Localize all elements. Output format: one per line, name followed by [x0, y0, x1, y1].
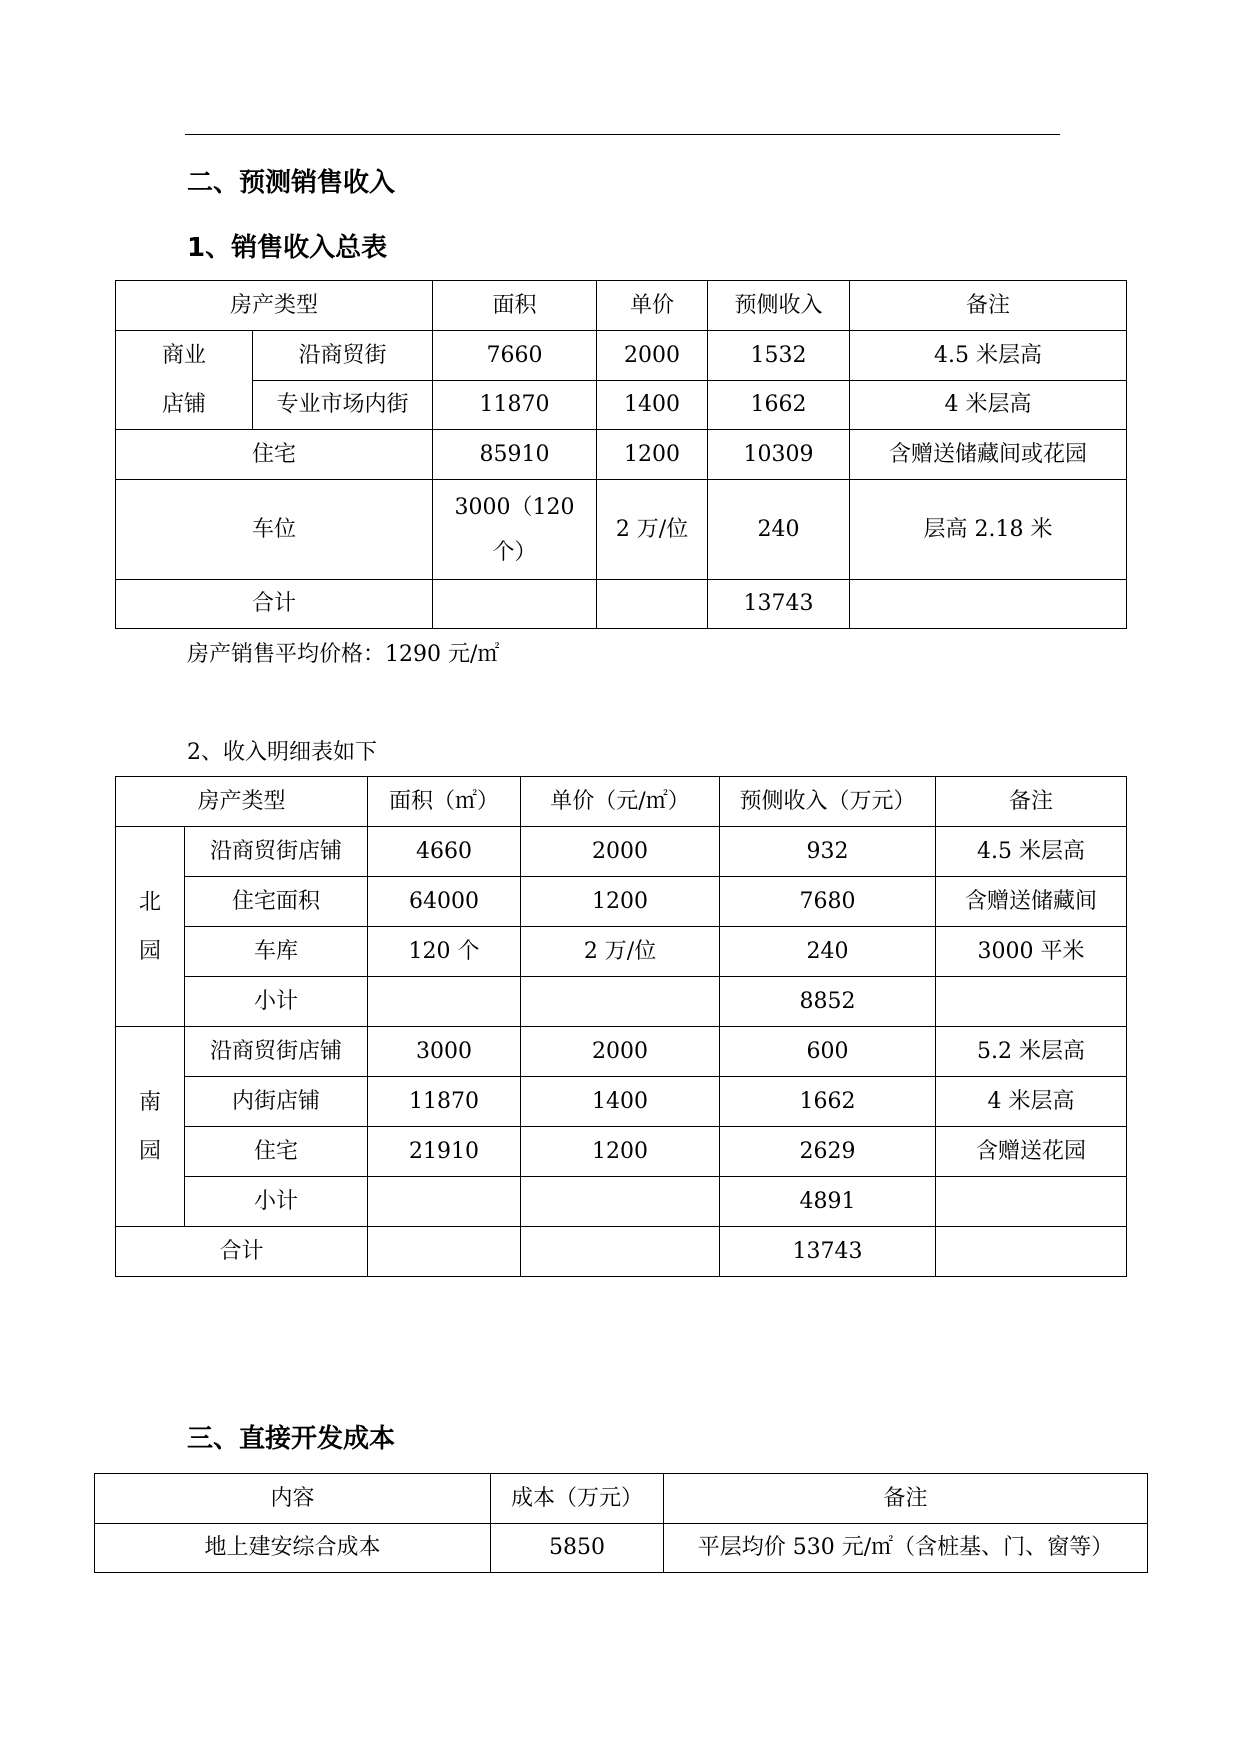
cell-income: 932	[720, 827, 936, 877]
cell-income: 13743	[708, 580, 850, 629]
cell-area: 85910	[433, 430, 597, 480]
cell-price: 1400	[521, 1077, 720, 1127]
cell-note	[850, 580, 1127, 629]
group-label-north: 北 园	[116, 827, 185, 1027]
header-cell: 面积	[433, 281, 597, 331]
table-row	[116, 480, 1127, 580]
group-label-commercial: 商业 店铺	[116, 331, 253, 430]
cell-cost: 5850	[491, 1524, 664, 1573]
table-row-total	[116, 1227, 1127, 1277]
cell-area: 11870	[368, 1077, 521, 1127]
table-row	[116, 827, 1127, 877]
cell-price	[521, 977, 720, 1027]
header-cell: 房产类型	[116, 281, 433, 331]
cost-table	[94, 1473, 1148, 1573]
cell-income: 2629	[720, 1127, 936, 1177]
row-name: 合计	[116, 1227, 368, 1277]
cell-income: 1662	[708, 381, 850, 430]
cell-area	[433, 580, 597, 629]
table-header-row	[116, 281, 1127, 331]
table-row-total	[116, 580, 1127, 629]
cell-price	[597, 580, 708, 629]
cell-price	[521, 1177, 720, 1227]
header-cell: 面积（㎡）	[368, 777, 521, 827]
table-header-row	[95, 1474, 1148, 1524]
header-cell: 内容	[95, 1474, 491, 1524]
cell-area	[368, 1177, 521, 1227]
table-row	[116, 1027, 1127, 1077]
row-name: 专业市场内街	[253, 381, 433, 430]
cell-area: 3000	[368, 1027, 521, 1077]
cell-note	[936, 1227, 1127, 1277]
table-row	[116, 877, 1127, 927]
table-row	[116, 331, 1127, 381]
cell-note: 平层均价 530 元/㎡（含桩基、门、窗等）	[664, 1524, 1148, 1573]
table-row	[116, 430, 1127, 480]
header-cell: 单价	[597, 281, 708, 331]
avg-price-note: 房产销售平均价格：1290 元/㎡	[187, 642, 500, 667]
detail-table-title: 2、收入明细表如下	[187, 740, 377, 765]
cell-area: 3000（120 个）	[433, 480, 597, 580]
row-name: 沿商贸街店铺	[185, 1027, 368, 1077]
detail-table	[115, 776, 1127, 1277]
cell-note: 5.2 米层高	[936, 1027, 1127, 1077]
table-row	[116, 381, 1127, 430]
row-name: 合计	[116, 580, 433, 629]
cell-note: 含赠送储藏间或花园	[850, 430, 1127, 480]
cell-income: 240	[708, 480, 850, 580]
row-name: 住宅面积	[185, 877, 368, 927]
cell-income: 8852	[720, 977, 936, 1027]
header-cell: 备注	[850, 281, 1127, 331]
cell-area	[368, 1227, 521, 1277]
header-cell: 备注	[936, 777, 1127, 827]
cell-income: 600	[720, 1027, 936, 1077]
cell-income: 13743	[720, 1227, 936, 1277]
cell-area: 7660	[433, 331, 597, 381]
cell-income: 1662	[720, 1077, 936, 1127]
cell-note: 层高 2.18 米	[850, 480, 1127, 580]
cell-price: 1200	[597, 430, 708, 480]
cell-area: 64000	[368, 877, 521, 927]
cell-area	[368, 977, 521, 1027]
summary-table	[115, 280, 1127, 629]
cell-income: 10309	[708, 430, 850, 480]
header-cell: 备注	[664, 1474, 1148, 1524]
cell-area: 4660	[368, 827, 521, 877]
row-name: 住宅	[116, 430, 433, 480]
cell-income: 4891	[720, 1177, 936, 1227]
table-header-row	[116, 777, 1127, 827]
cell-note: 4.5 米层高	[936, 827, 1127, 877]
cell-income: 1532	[708, 331, 850, 381]
row-name: 小计	[185, 977, 368, 1027]
section-title-cost: 三、直接开发成本	[187, 1424, 396, 1454]
cell-price	[521, 1227, 720, 1277]
table-row	[116, 927, 1127, 977]
cell-price: 2 万/位	[597, 480, 708, 580]
cell-income: 240	[720, 927, 936, 977]
cell-note	[936, 1177, 1127, 1227]
header-cell: 成本（万元）	[491, 1474, 664, 1524]
cell-price: 2000	[597, 331, 708, 381]
cell-area: 11870	[433, 381, 597, 430]
cell-area: 21910	[368, 1127, 521, 1177]
cell-note: 4.5 米层高	[850, 331, 1127, 381]
row-name: 住宅	[185, 1127, 368, 1177]
header-cell: 房产类型	[116, 777, 368, 827]
row-name: 沿商贸街	[253, 331, 433, 381]
row-name: 地上建安综合成本	[95, 1524, 491, 1573]
cell-price: 1200	[521, 877, 720, 927]
section-title-revenue: 二、预测销售收入	[187, 168, 396, 198]
row-name: 小计	[185, 1177, 368, 1227]
cell-price: 1400	[597, 381, 708, 430]
row-name: 内街店铺	[185, 1077, 368, 1127]
section-title-summary: 1、销售收入总表	[187, 233, 388, 263]
cell-price: 2000	[521, 1027, 720, 1077]
cell-note: 含赠送储藏间	[936, 877, 1127, 927]
table-row	[116, 1077, 1127, 1127]
cell-price: 2000	[521, 827, 720, 877]
header-cell: 预侧收入	[708, 281, 850, 331]
cell-note: 4 米层高	[936, 1077, 1127, 1127]
row-name: 车位	[116, 480, 433, 580]
cell-income: 7680	[720, 877, 936, 927]
cell-area: 120 个	[368, 927, 521, 977]
cell-note: 含赠送花园	[936, 1127, 1127, 1177]
cell-price: 1200	[521, 1127, 720, 1177]
header-cell: 预侧收入（万元）	[720, 777, 936, 827]
row-name: 沿商贸街店铺	[185, 827, 368, 877]
row-name: 车库	[185, 927, 368, 977]
cell-note	[936, 977, 1127, 1027]
table-row	[116, 1127, 1127, 1177]
cell-note: 3000 平米	[936, 927, 1127, 977]
table-row	[95, 1524, 1148, 1573]
header-cell: 单价（元/㎡）	[521, 777, 720, 827]
table-row-subtotal	[116, 977, 1127, 1027]
header-rule	[185, 134, 1060, 135]
cell-note: 4 米层高	[850, 381, 1127, 430]
group-label-south: 南 园	[116, 1027, 185, 1227]
table-row-subtotal	[116, 1177, 1127, 1227]
cell-price: 2 万/位	[521, 927, 720, 977]
